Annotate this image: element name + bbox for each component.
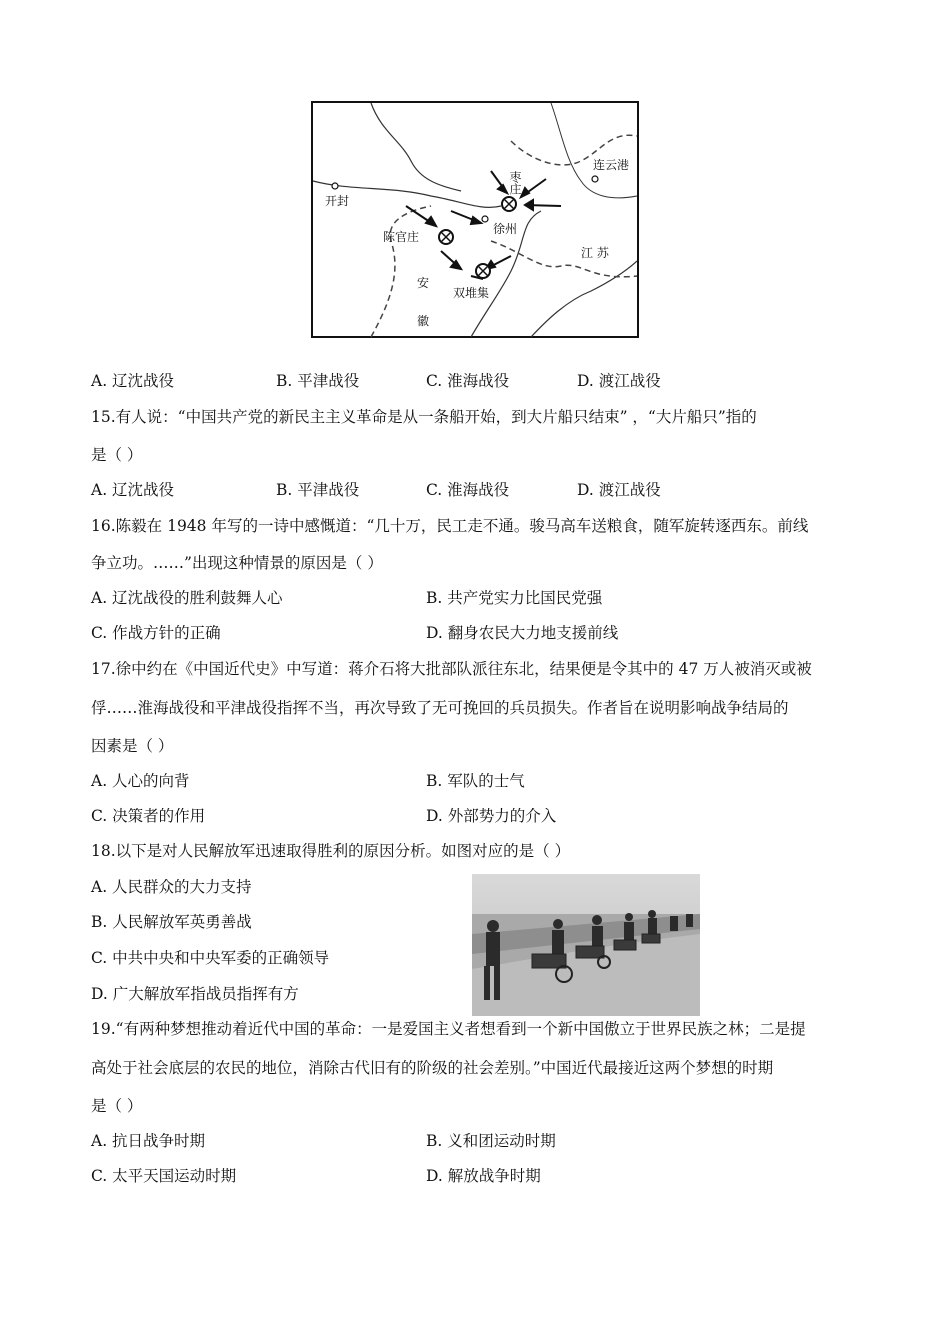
q17-stem-line3: 因素是（ ） — [91, 737, 174, 755]
q19-stem-line3: 是（ ） — [91, 1097, 143, 1115]
q17-stem-line2: 俘……淮海战役和平津战役指挥不当，再次导致了无可挽回的兵员损失。作者旨在说明影响战争结局的 — [91, 699, 789, 717]
q18-stem-line1: 18.以下是对人民解放军迅速取得胜利的原因分析。如图对应的是（ ） — [91, 842, 571, 860]
q16-option-c: C. 作战方针的正确 — [91, 624, 221, 642]
province-an: 安 — [417, 276, 430, 290]
city-chenguanzhuang: 陈官庄 — [383, 230, 420, 244]
q19-stem-line2: 高处于社会底层的农民的地位，消除古代旧有的阶级的社会差别。”中国近代最接近这两个梦想的时期 — [91, 1059, 774, 1077]
province-hui: 徽 — [417, 314, 430, 328]
q17-option-d: D. 外部势力的介入 — [426, 807, 557, 825]
q17-option-a: A. 人心的向背 — [91, 772, 190, 790]
city-lianyungang: 连云港 — [593, 158, 630, 172]
q16-option-b: B. 共产党实力比国民党强 — [426, 589, 603, 607]
q15-option-c: C. 淮海战役 — [426, 481, 510, 499]
q15-option-d: D. 渡江战役 — [577, 481, 661, 499]
q18-option-d: D. 广大解放军指战员指挥有方 — [91, 985, 299, 1003]
q14-option-d: D. 渡江战役 — [577, 372, 661, 390]
city-kaifeng: 开封 — [325, 194, 350, 208]
q15-option-a: A. 辽沈战役 — [91, 481, 175, 499]
province-jiangsu: 江 苏 — [581, 246, 609, 260]
q19-option-c: C. 太平天国运动时期 — [91, 1167, 237, 1185]
q19-option-d: D. 解放战争时期 — [426, 1167, 541, 1185]
city-zaozhuang: 枣庄 — [508, 171, 522, 195]
q17-option-b: B. 军队的士气 — [426, 772, 525, 790]
city-shuangduiji: 双堆集 — [453, 286, 490, 300]
q18-option-b: B. 人民解放军英勇善战 — [91, 913, 252, 931]
q16-option-d: D. 翻身农民大力地支援前线 — [426, 624, 619, 642]
q19-stem-line1: 19.“有两种梦想推动着近代中国的革命：一是爱国主义者想看到一个新中国傲立于世界民族之林；二是提 — [91, 1020, 806, 1038]
q19-option-b: B. 义和团运动时期 — [426, 1132, 556, 1150]
q14-option-b: B. 平津战役 — [276, 372, 360, 390]
q19-option-a: A. 抗日战争时期 — [91, 1132, 206, 1150]
wheelbarrow-convoy-photo — [472, 874, 700, 1016]
q18-option-a: A. 人民群众的大力支持 — [91, 878, 252, 896]
q15-option-b: B. 平津战役 — [276, 481, 360, 499]
q15-stem-line2: 是（ ） — [91, 446, 143, 464]
q15-stem-line1: 15.有人说：“中国共产党的新民主主义革命是从一条船开始，到大片船只结束” ，“大片船只”指的 — [91, 408, 757, 426]
q16-option-a: A. 辽沈战役的胜利鼓舞人心 — [91, 589, 283, 607]
q16-stem-line2: 争立功。……”出现这种情景的原因是（ ） — [91, 554, 383, 572]
huaihai-campaign-map — [311, 101, 639, 338]
q17-option-c: C. 决策者的作用 — [91, 807, 206, 825]
q16-stem-line1: 16.陈毅在 1948 年写的一诗中感慨道：“几十万，民工走不通。骏马高车送粮食，随军旋转逐西东。前线 — [91, 517, 809, 535]
city-xuzhou: 徐州 — [493, 222, 518, 236]
q14-option-a: A. 辽沈战役 — [91, 372, 175, 390]
q14-option-c: C. 淮海战役 — [426, 372, 510, 390]
q18-option-c: C. 中共中央和中央军委的正确领导 — [91, 949, 330, 967]
q17-stem-line1: 17.徐中约在《中国近代史》中写道：蒋介石将大批部队派往东北，结果便是令其中的 47 万人被消灭或被 — [91, 660, 812, 678]
